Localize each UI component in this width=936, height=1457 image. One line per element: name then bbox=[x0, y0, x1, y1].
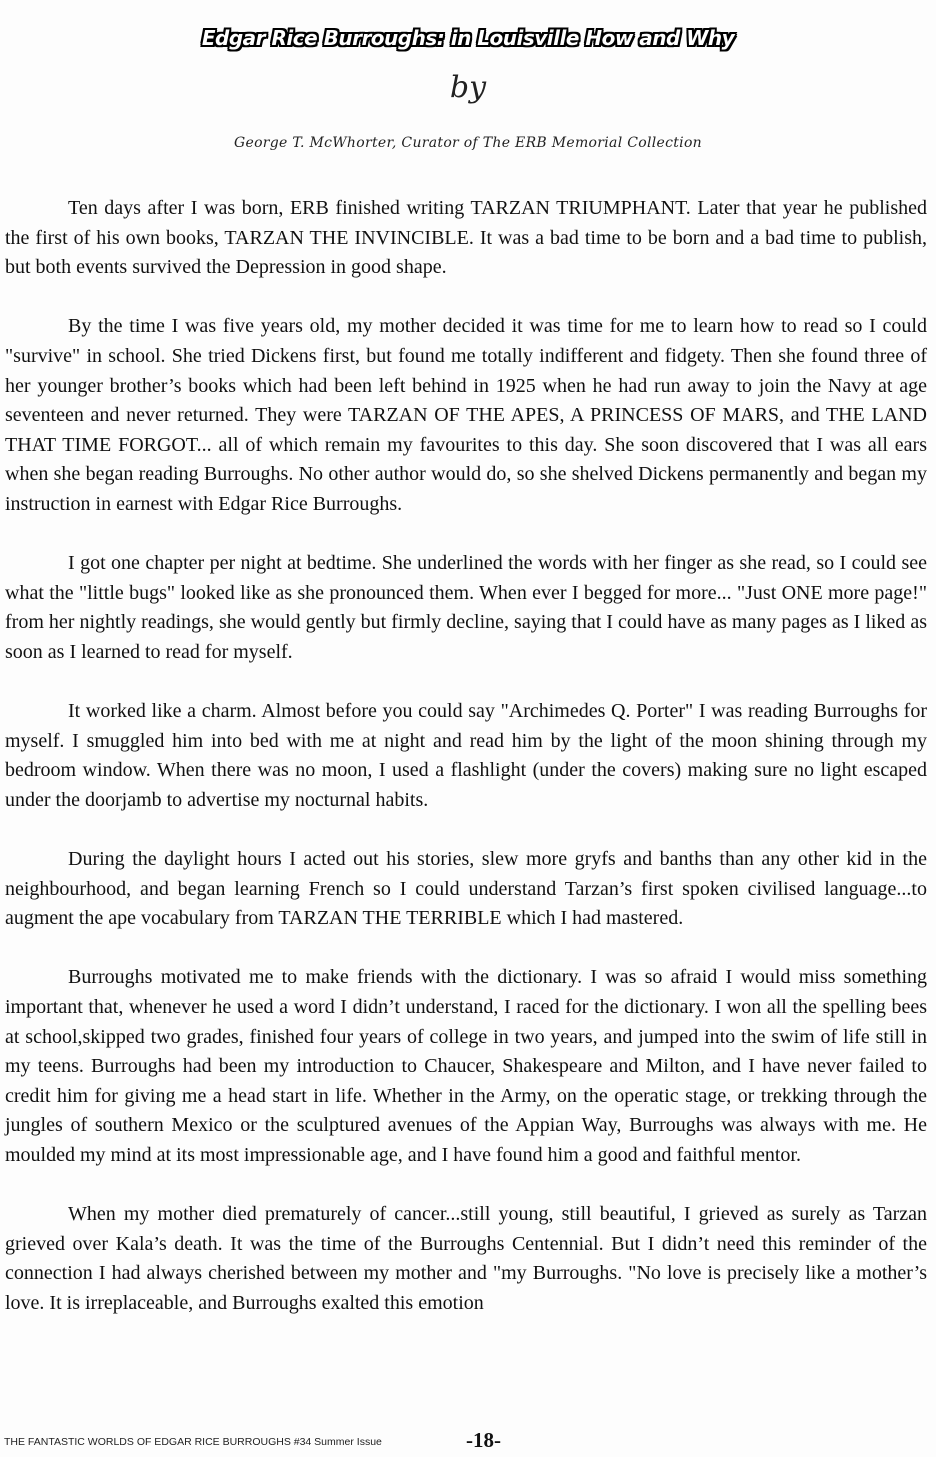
page-number: -18- bbox=[466, 1428, 501, 1452]
footer-issue-label: THE FANTASTIC WORLDS OF EDGAR RICE BURROUGHS #34 Summer Issue bbox=[4, 1436, 382, 1448]
paragraph-5: During the daylight hours I acted out his stories, slew more gryfs and banths than any other kid in the neighbourhood, and began learning French so I could understand Tarzan’s first spoken civilised language...to augment the ape vocabulary from TARZAN THE TERRIBLE which I had mastered. bbox=[5, 848, 927, 930]
paragraph-7: When my mother died prematurely of cancer...still young, still beautiful, I grieved as surely as Tarzan grieved over Kala’s death. It was the time of the Burroughs Centennial. But I didn’t need this reminder of the connection I had always cherished between my mother and "my Burroughs. "No love is precisely like a mother’s love. It is irreplaceable, and Burroughs exalted this emotion bbox=[5, 1203, 927, 1314]
article-title: Edgar Rice Burroughs: in Louisville How and Why bbox=[201, 26, 735, 51]
paragraph-4: It worked like a charm. Almost before you could say "Archimedes Q. Porter" I was reading Burroughs for myself. I smuggled him into bed with me at night and read him by the light of the moon shining through my bedroom window. When there was no moon, I used a flashlight (under the covers) making sure no light escaped under the doorjamb to advertise my nocturnal habits. bbox=[5, 700, 927, 811]
paragraph-3: I got one chapter per night at bedtime. She underlined the words with her finger as she read, so I could see what the "little bugs" looked like as she pronounced them. When ever I begged for more... "Just ONE more page!" from her nightly readings, she would gently but firmly decline, saying that I could have as many pages as I liked as soon as I learned to read for myself. bbox=[5, 552, 927, 663]
byline-author: George T. McWhorter, Curator of The ERB Memorial Collection bbox=[234, 135, 702, 151]
paragraph-1: Ten days after I was born, ERB finished writing TARZAN TRIUMPHANT. Later that year he published the first of his own books, TARZAN THE INVINCIBLE. It was a bad time to be born and a bad time to publish, but both events survived the Depression in good shape. bbox=[5, 197, 927, 279]
article-body bbox=[5, 194, 927, 1348]
byline-by: by bbox=[449, 70, 487, 105]
page-footer bbox=[4, 1427, 930, 1453]
paragraph-6: Burroughs motivated me to make friends with the dictionary. I was so afraid I would miss something important that, whenever he used a word I didn’t understand, I raced for the dictionary. I won all the spelling bees at school,skipped two grades, finished four years of college in two years, and jumped into the swim of life still in my teens. Burroughs had been my introduction to Chaucer, Shakespeare and Milton, and I have never failed to credit him for giving me a head start in life. Whether in the Army, on the operatic stage, or trekking through the jungles of southern Mexico or the sculptured avenues of the Appian Way, Burroughs was always with me. He moulded my mind at its most impressionable age, and I have found him a good and faithful mentor. bbox=[5, 966, 927, 1166]
paragraph-2: By the time I was five years old, my mother decided it was time for me to learn how to read so I could "survive" in school. She tried Dickens first, but found me totally indifferent and fidgety. Then she found three of her younger brother’s books which had been left behind in 1925 when he had run away to join the Navy at age seventeen and never returned. They were TARZAN OF THE APES, A PRINCESS OF MARS, and THE LAND THAT TIME FORGOT... all of which remain my favourites to this day. She soon discovered that I was all ears when she began reading Burroughs. No other author would do, so she shelved Dickens permanently and began my instruction in earnest with Edgar Rice Burroughs. bbox=[5, 315, 927, 515]
